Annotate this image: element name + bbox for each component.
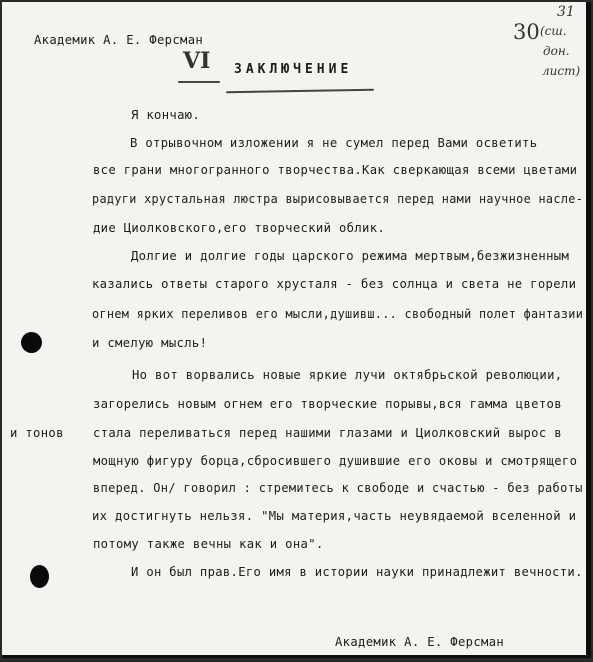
body-line: казались ответы старого хрусталя - без солнца и света не горели <box>92 277 577 291</box>
page-title: ЗАКЛЮЧЕНИЕ <box>234 62 353 77</box>
body-line: их достигнуть нельзя. "Мы материя,часть неувядаемой вселенной и <box>92 509 577 523</box>
header-author: Академик А. Е. Ферсман <box>34 33 204 47</box>
body-line: и смелую мысль! <box>92 336 208 350</box>
body-line: Но вот ворвались новые яркие лучи октябрьской революции, <box>132 368 563 382</box>
body-line: дие Циолковского,его творческий облик. <box>93 221 386 235</box>
body-line: Долгие и долгие годы царского режима мертвым,безжизненным <box>131 249 570 263</box>
body-line: Я кончаю. <box>131 108 201 122</box>
document-page <box>2 2 591 658</box>
body-line: загорелись новым огнем его творческие порывы,вся гамма цветов <box>93 397 562 411</box>
punch-hole-bottom <box>30 565 49 588</box>
body-line: И он был прав.Его имя в истории науки принадлежит вечности. <box>131 565 583 579</box>
chapter-numeral: VI <box>183 48 211 74</box>
body-line: радуги хрустальная люстра вырисовывается перед нами научное насле- <box>92 192 584 206</box>
body-line: огнем ярких переливов его мысли,душивш... свободный полет фантазии <box>92 307 584 321</box>
archive-note-2: дон. <box>543 44 570 58</box>
archive-note-1: (сш. <box>540 24 567 38</box>
body-line: все грани многогранного творчества.Как сверкающая всеми цветами <box>93 163 578 177</box>
body-line: потому также вечны как и она". <box>93 537 324 551</box>
scan-edge-bottom <box>2 655 591 658</box>
body-line: вперед. Он/ говорил : стремитесь к свободе и счастью - без работы <box>93 481 583 495</box>
margin-note: и тонов <box>10 426 64 440</box>
title-underline <box>226 89 374 94</box>
body-line: мощную фигуру борца,сбросившего душившие его оковы и смотрящего <box>93 454 578 468</box>
numeral-underline <box>178 81 220 83</box>
archive-folio: 31 <box>557 4 575 20</box>
scan-edge-right <box>586 2 591 658</box>
archive-note-3: лист) <box>542 64 581 78</box>
page-number: 30 <box>513 20 540 44</box>
body-line: стала переливаться перед нашими глазами и Циолковский вырос в <box>93 426 562 440</box>
signature: Академик А. Е. Ферсман <box>335 635 505 649</box>
punch-hole-top <box>21 332 42 353</box>
body-line: В отрывочном изложении я не сумел перед Вами осветить <box>130 136 538 150</box>
